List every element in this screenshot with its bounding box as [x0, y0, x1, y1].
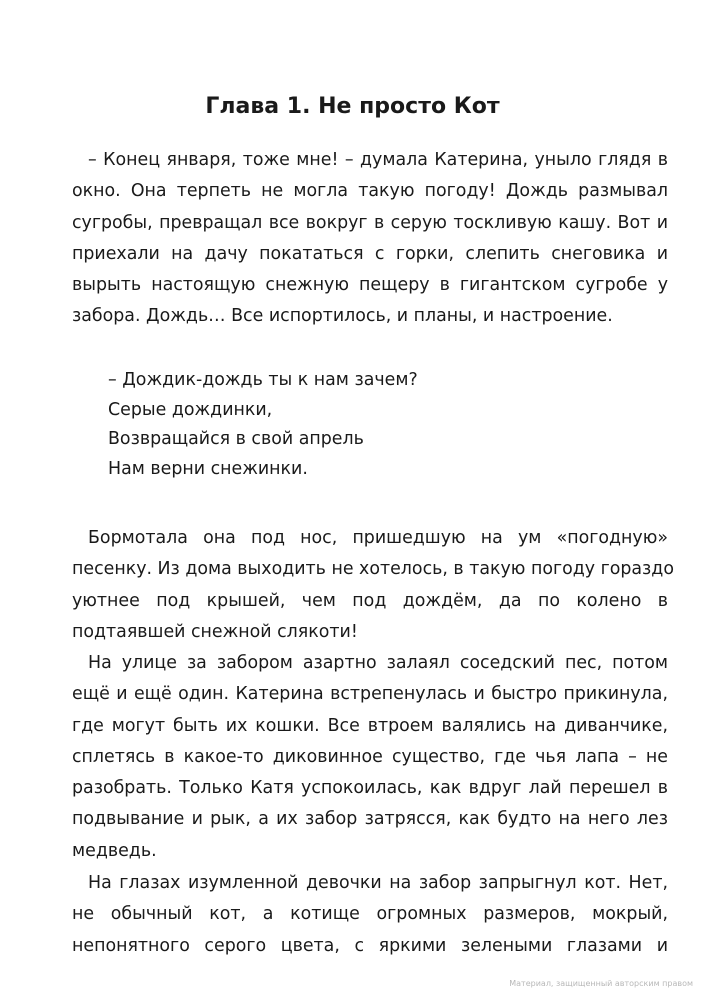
- poem-verse: Возвращайся в свой апрель: [108, 429, 364, 449]
- chapter-title: Глава 1. Не просто Кот: [205, 94, 500, 119]
- text-line: Бормотала она под нос, пришедшую на ум «погодную»: [88, 528, 668, 548]
- text-line: ещё и ещё один. Катерина встрепенулась и быстро прикинула,: [72, 684, 668, 705]
- paragraph-3: [72, 648, 668, 867]
- text-line: окно. Она терпеть не могла такую погоду! Дождь размывал: [72, 181, 668, 202]
- text-line: медведь.: [72, 840, 157, 861]
- text-line: вырыть настоящую снежную пещеру в гигантском сугробе у: [72, 275, 668, 296]
- poem-verse: Нам верни снежинки.: [108, 458, 308, 479]
- text-line: песенку. Из дома выходить не хотелось, в такую погоду гораздо: [72, 559, 674, 580]
- poem: [108, 366, 418, 484]
- paragraph: [72, 145, 668, 333]
- text-line: непонятного серого цвета, с яркими зелеными глазами и: [72, 935, 668, 956]
- text-line: подтаявшей снежной слякоти!: [72, 621, 358, 642]
- paragraph: [72, 868, 668, 962]
- text-line: сплетясь в какое-то диковинное существо, где чья лапа – не: [72, 746, 668, 767]
- text-line: приехали на дачу покататься с горки, слепить снеговика и: [72, 243, 668, 264]
- paragraph-2: [72, 523, 674, 648]
- poem-verse: – Дождик-дождь ты к нам зачем?: [108, 370, 418, 390]
- text-line: сугробы, превращал все вокруг в серую тоскливую кашу. Вот и: [72, 212, 668, 233]
- copyright-note: Материал, защищенный авторским правом: [509, 979, 693, 988]
- paragraph-4: [72, 868, 668, 962]
- paragraph: [72, 523, 674, 648]
- text-line: – Конец января, тоже мне! – думала Катерина, уныло глядя в: [88, 150, 668, 170]
- text-line: На глазах изумленной девочки на забор запрыгнул кот. Нет,: [88, 873, 668, 893]
- text-line: На улице за забором азартно залаял соседский пес, потом: [88, 653, 668, 673]
- text-line: подвывание и рык, а их забор затрясся, как будто на него лез: [72, 809, 668, 830]
- poem-verse: Серые дождинки,: [108, 399, 273, 420]
- text-line: уютнее под крышей, чем под дождём, да по колено в: [72, 590, 668, 611]
- text-line: не обычный кот, а котище огромных размеров, мокрый,: [72, 904, 668, 925]
- paragraph: [72, 648, 668, 867]
- paragraph-1: [72, 145, 668, 333]
- text-line: забора. Дождь… Все испортилось, и планы, и настроение.: [72, 306, 613, 327]
- text-line: разобрать. Только Катя успокоилась, как вдруг лай перешел в: [72, 778, 668, 799]
- text-line: где могут быть их кошки. Все втроем валялись на диванчике,: [72, 715, 668, 736]
